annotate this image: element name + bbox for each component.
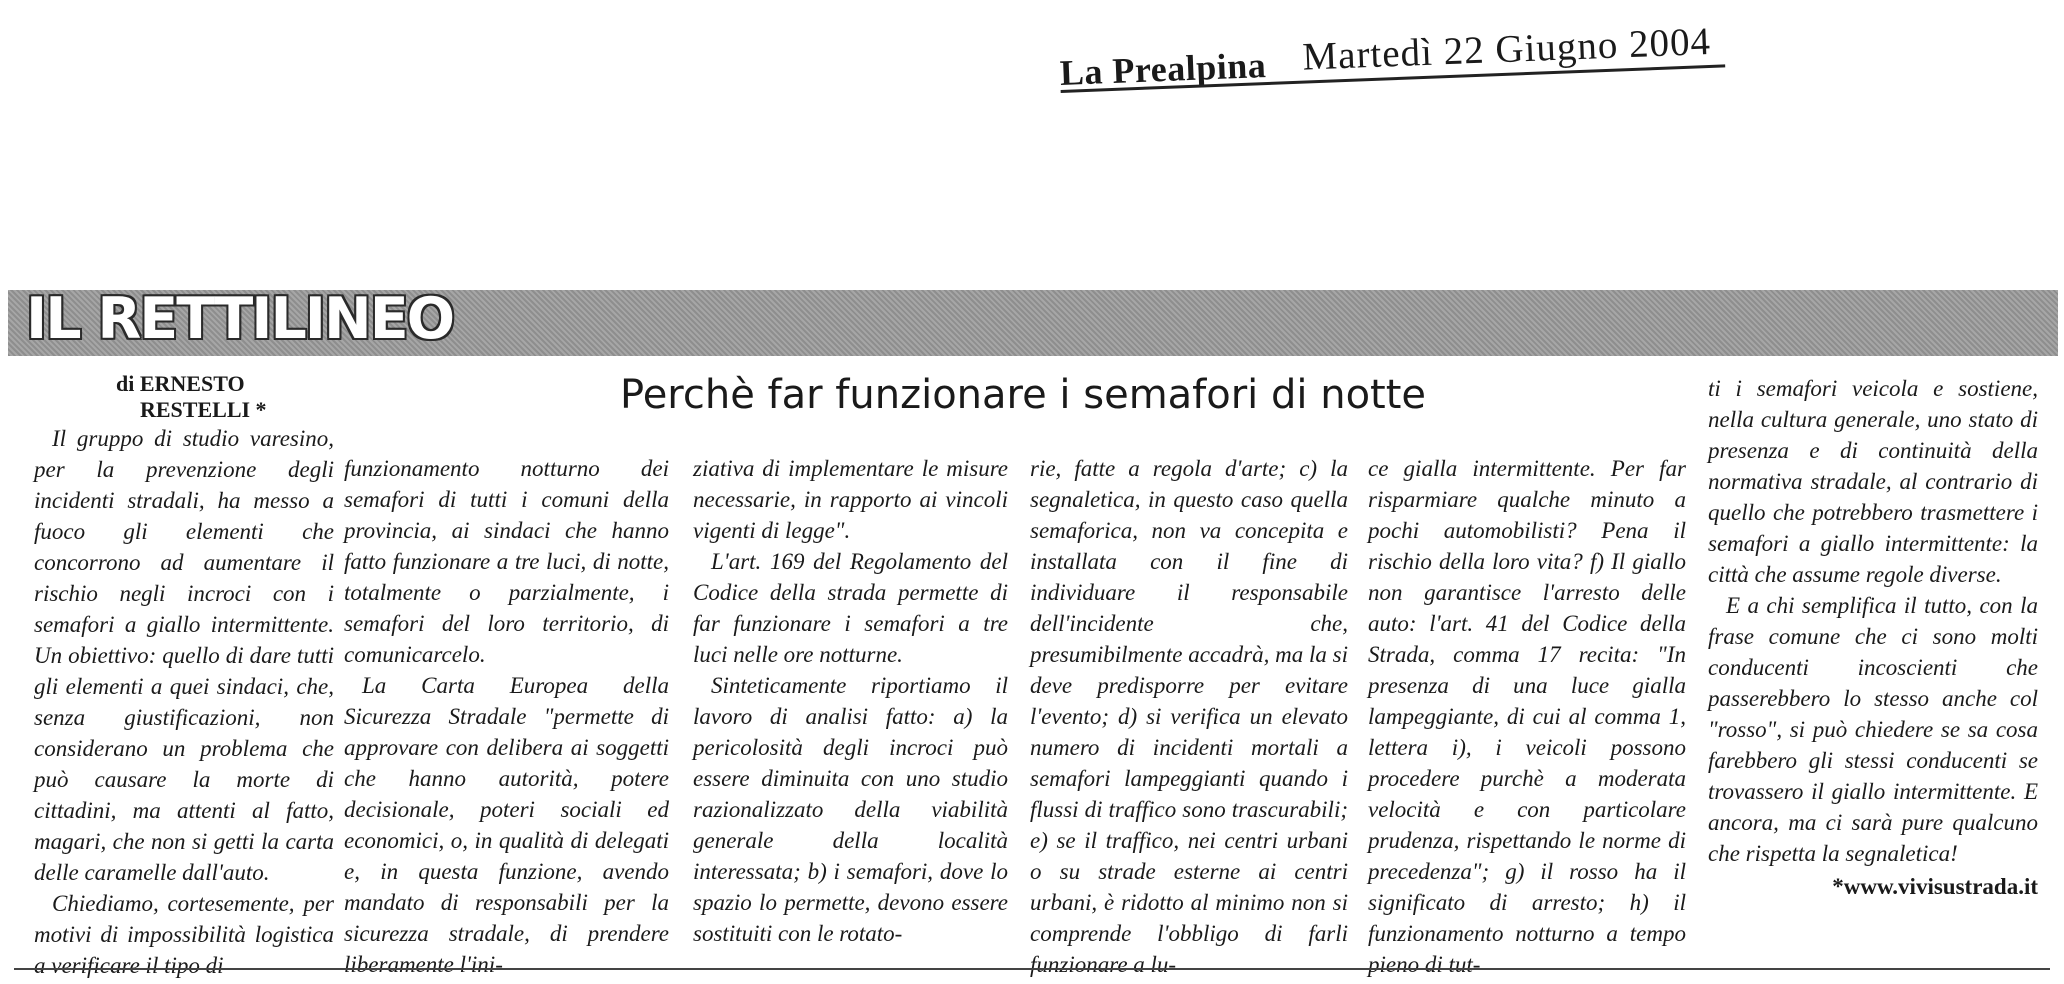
rubric-title: IL RETTILINEO: [26, 286, 454, 352]
article-headline: Perchè far funzionare i semafori di notte: [620, 372, 1427, 418]
paragraph: Sinteticamente riportiamo il lavoro di analisi fatto: a) la pericolosità degli incroci può essere diminuita con uno studio razionalizzato della viabilità generale della località interessata; b) i semafori, dove lo spazio lo permette, devono essere sostituiti con le rotato-: [693, 673, 1008, 946]
paragraph: Il gruppo di studio varesino, per la prevenzione degli incidenti stradali, ha messo a fuoco gli elementi che concorrono ad aumentare il rischio negli incroci con i semafori a giallo intermittente. Un obiettivo: quello di dare tutti gli elementi a quei sindaci, che, senza giustificazioni, non considerano un problema che può causare la morte di cittadini, ma attenti al fatto, magari, che non si getti la carta delle caramelle dall'auto.: [34, 426, 334, 885]
publication-date: Martedì 22 Giugno 2004: [1301, 19, 1712, 79]
publication-name: La Prealpina: [1059, 45, 1267, 93]
article-column-3: [693, 453, 1008, 949]
paragraph: La Carta Europea della Sicurezza Stradale "permette di approvare con delibera ai soggetti che hanno autorità, potere decisionale, poteri sociali ed economici, o, in qualità di delegati e, in questa funzione, avendo mandato di responsabili per la sicurezza stradale, di prendere liberamente l'ini-: [344, 673, 669, 977]
masthead: [1058, 0, 1726, 122]
paragraph: ce gialla intermittente. Per far risparmiare qualche minuto a pochi automobilisti? Pena il rischio della loro vita? f) Il giallo non garantisce l'arresto delle auto: l'art. 41 del Codice della Strada, comma 17 recita: "In presenza di una luce gialla lampeggiante, di cui al comma 1, lettera i), i veicoli possono procedere purchè a moderata velocità e con particolare prudenza, rispettando le norme di precedenza"; g) il rosso ha il significato di arresto; h) il funzionamento notturno a tempo pieno di tut-: [1368, 456, 1686, 977]
paragraph: ziativa di implementare le misure necessarie, in rapporto ai vincoli vigenti di legge".: [693, 456, 1008, 543]
paragraph: ti i semafori veicola e sostiene, nella cultura generale, uno stato di presenza e di continuità della normativa stradale, al contrario di quello che potrebbero trasmettere i semafori a giallo intermittente: la città che assume regole diverse.: [1708, 376, 2038, 587]
website-credit: *www.vivisustrada.it: [1832, 874, 2038, 899]
byline: [116, 371, 316, 423]
article-column-4: [1030, 453, 1348, 980]
paragraph: Chiediamo, cortesemente, per motivi di impossibilità logistica a verificare il tipo di: [34, 891, 334, 978]
paragraph: E a chi semplifica il tutto, con la frase comune che ci sono molti conducenti incoscienti che passerebbero lo stesso anche col "rosso", si può chiedere se sa cosa farebbero gli stessi conducenti se trovassero il giallo intermittente. E ancora, ma ci sarà pure qualcuno che rispetta la segnaletica!: [1708, 593, 2038, 866]
article-column-5: [1368, 453, 1686, 980]
article-column-6: [1708, 373, 2038, 902]
paragraph: L'art. 169 del Regolamento del Codice della strada permette di far funzionare i semafori a tre luci nelle ore notturne.: [693, 549, 1008, 667]
paragraph: rie, fatte a regola d'arte; c) la segnaletica, in questo caso quella semaforica, non va concepita e installata con il fine di individuare il responsabile dell'incidente che, presumibilmente accadrà, ma la si deve predisporre per evitare l'evento; d) si verifica un elevato numero di incidenti mortali a semafori lampeggianti quando i flussi di traffico sono trascurabili; e) se il traffico, nei centri urbani o su strade esterne ai centri urbani, è ridotto al minimo non si comprende l'obbligo di farli funzionare a lu-: [1030, 456, 1348, 977]
paragraph: funzionamento notturno dei semafori di tutti i comuni della provincia, ai sindaci che hanno fatto funzionare a tre luci, di notte, totalmente o parzialmente, i semafori del loro territorio, di comunicarcelo.: [344, 456, 669, 667]
article-column-1: [34, 423, 334, 981]
bottom-rule: [14, 968, 2050, 970]
byline-line2: RESTELLI *: [140, 397, 267, 422]
article-column-2: [344, 453, 669, 980]
byline-line1: di ERNESTO: [116, 371, 245, 396]
